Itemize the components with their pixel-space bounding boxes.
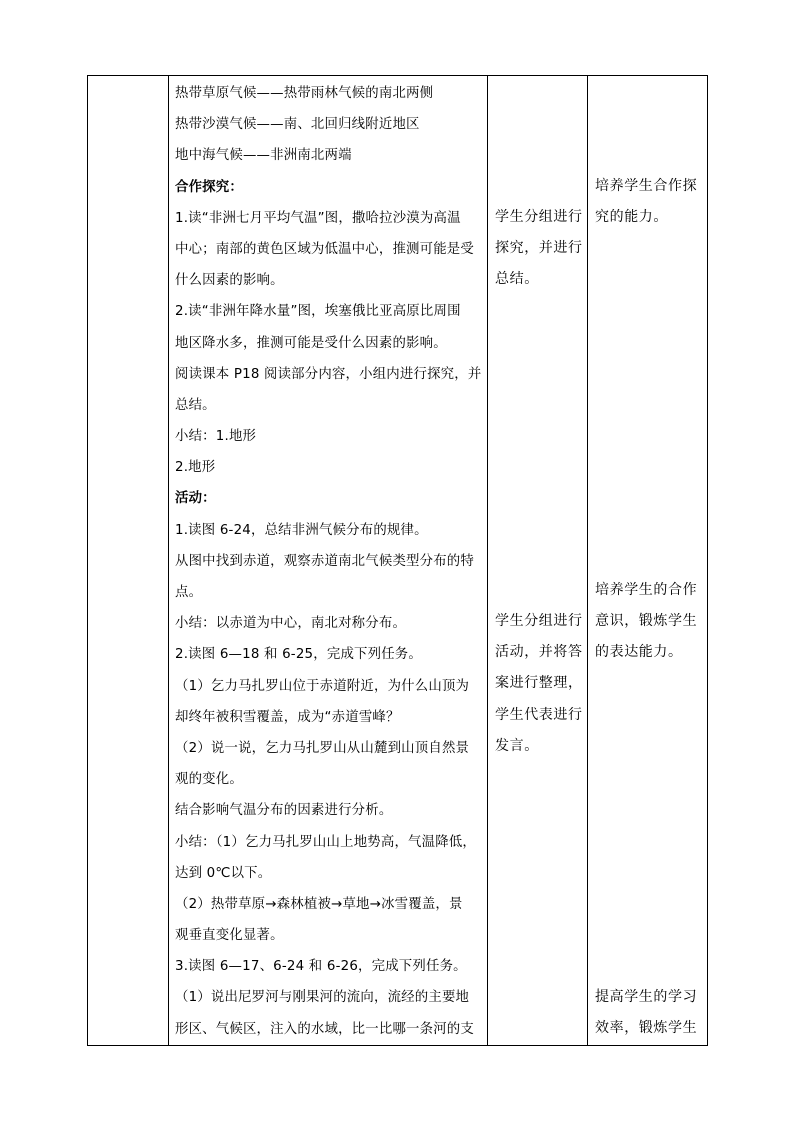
content-line: 3.读图 6—17、6-24 和 6-26，完成下列任务。 [175,959,467,975]
student-activity-line: 发言。 [495,737,539,754]
blank-column-cell [88,76,169,1046]
student-activity-line: 学生代表进行 [495,706,583,723]
content-line: 2.读图 6—18 和 6-25，完成下列任务。 [175,647,422,663]
design-intent-line: 究的能力。 [595,209,668,226]
design-intent-line: 提高学生的学习 [595,989,698,1005]
content-line: （1）说出尼罗河与刚果河的流向，流经的主要地 [175,990,470,1006]
content-line: 观垂直变化显著。 [175,928,284,944]
design-intent-line: 意识，锻炼学生 [595,613,698,630]
content-line: 热带草原气候——热带雨林气候的南北两侧 [175,86,434,101]
design-intent-line: 的表达能力。 [595,644,683,661]
teaching-content-lines [169,76,487,1045]
content-line: 中心；南部的黄色区域为低温中心，推测可能是受 [175,241,474,257]
content-line: 2.地形 [175,460,216,476]
student-activity-line: 学生分组进行 [495,209,583,225]
student-activity-line: 探究，并进行 [495,240,583,257]
content-line: （1）乞力马扎罗山位于赤道附近，为什么山顶为 [175,678,470,694]
student-activity-line: 活动，并将答 [495,644,583,661]
content-line: 地区降水多，推测可能是受什么因素的影响。 [175,335,447,351]
student-activity-line: 案进行整理， [495,675,583,692]
content-line: 点。 [175,585,203,600]
content-line: 总结。 [175,397,216,413]
content-line: 1.读“非洲七月平均气温”图，撒哈拉沙漠为高温 [175,210,461,226]
content-line: 小结：以赤道为中心，南北对称分布。 [175,616,407,632]
student-activity-block-2 [495,606,583,762]
design-intent-block-3 [595,982,697,1044]
content-line: （2）热带草原→森林植被→草地→冰雪覆盖，景 [175,896,463,912]
content-line: （2）说一说，乞力马扎罗山从山麓到山顶自然景 [175,740,470,756]
design-intent-block-2 [595,575,697,669]
content-line: 却终年被积雪覆盖，成为“赤道雪峰？ [175,709,400,725]
design-intent-line: 效率，锻炼学生 [595,1020,698,1037]
content-line: 活动： [175,491,216,507]
content-line: 达到 0℃以下。 [175,865,272,881]
design-intent-line: 培养学生的合作 [595,582,698,598]
content-line: 2.读“非洲年降水量”图，埃塞俄比亚高原比周围 [175,304,461,320]
content-line: 小结：（1）乞力马扎罗山山上地势高，气温降低， [175,834,477,850]
student-activity-block-1 [495,202,583,296]
design-intent-block-1 [595,171,697,233]
content-line: 小结：1.地形 [175,429,257,445]
content-line: 热带沙漠气候——南、北回归线附近地区 [175,117,420,133]
content-line: 形区、气候区，注入的水域，比一比哪一条河的支 [175,1021,474,1037]
content-line: 地中海气候——非洲南北两端 [175,148,352,164]
content-line: 结合影响气温分布的因素进行分析。 [175,803,393,819]
content-line: 观的变化。 [175,772,243,788]
student-activity-line: 总结。 [495,271,539,288]
teaching-content-cell [169,76,488,1046]
content-line: 1.读图 6-24，总结非洲气候分布的规律。 [175,522,428,538]
content-line: 合作探究： [175,179,243,195]
content-line: 什么因素的影响。 [175,273,284,289]
content-line: 阅读课本 P18 阅读部分内容，小组内进行探究，并 [175,366,482,382]
design-intent-line: 培养学生合作探 [595,178,698,194]
content-line: 从图中找到赤道，观察赤道南北气候类型分布的特 [175,553,474,569]
student-activity-line: 学生分组进行 [495,613,583,629]
